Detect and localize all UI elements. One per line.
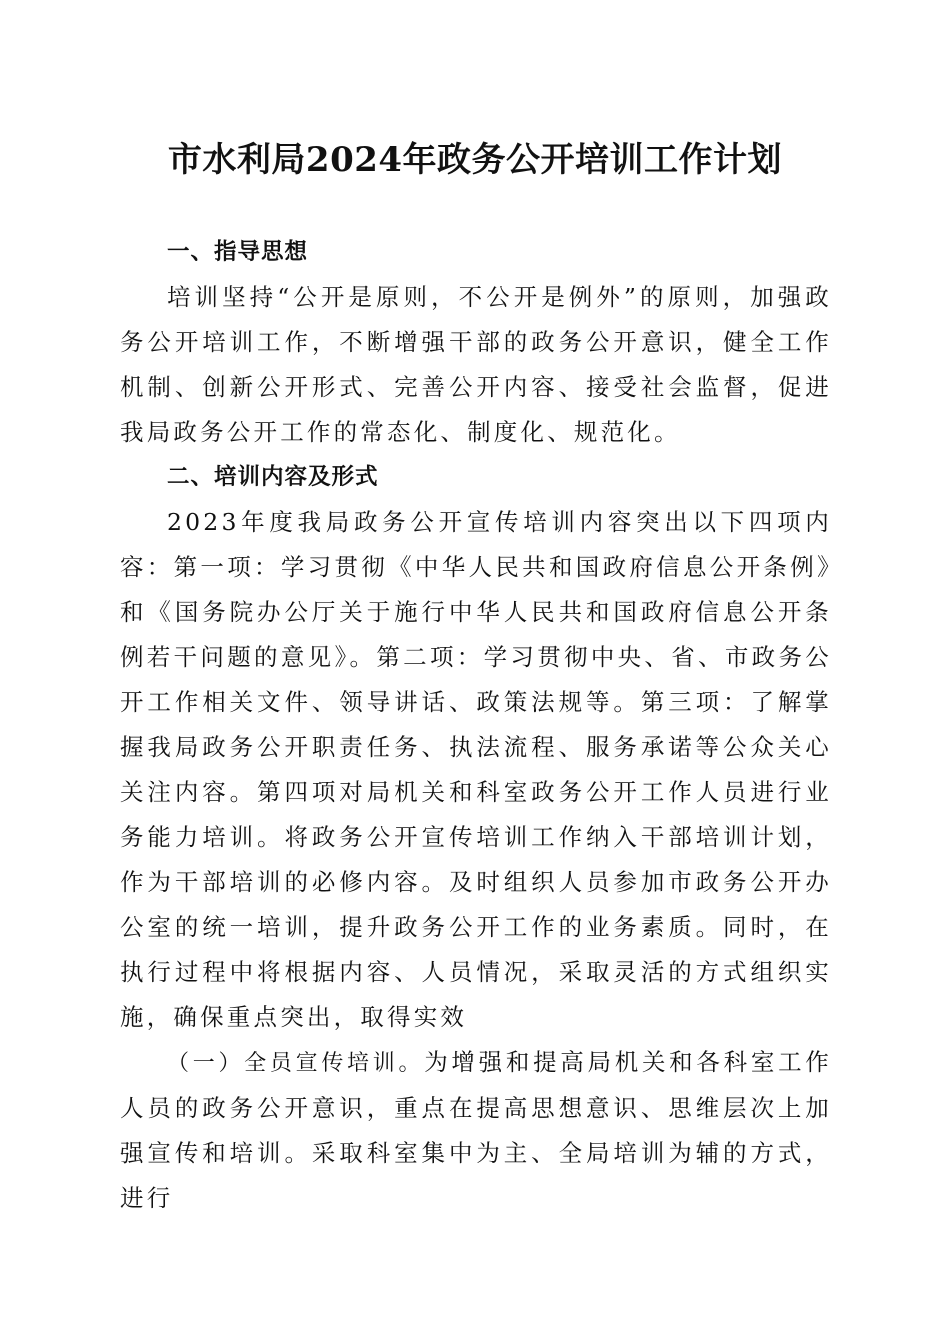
paragraph-guiding-ideology: 培训坚持“公开是原则，不公开是例外”的原则，加强政务公开培训工作，不断增强干部的政务公开意识，健全工作机制、创新公开形式、完善公开内容、接受社会监督，促进我局政务公开工作的常态化、制度化、规范化。 — [120, 283, 832, 446]
subsection-full-staff-training — [120, 1040, 832, 1221]
document-title: 市水利局2024年政务公开培训工作计划 — [167, 140, 783, 180]
subsection-text: 为增强和提高局机关和各科室工作人员的政务公开意识，重点在提高思想意识、思维层次上加强宣传和培训。采取科室集中为主、全局培训为辅的方式，进行 — [120, 1048, 832, 1212]
subsection-label: （一）全员宣传培训。 — [167, 1051, 425, 1076]
document-body — [120, 230, 832, 1221]
paragraph-training-content: 2023年度我局政务公开宣传培训内容突出以下四项内容：第一项：学习贯彻《中华人民共和国政府信息公开条例》和《国务院办公厅关于施行中华人民共和国政府信息公开条例若干问题的意见》。第二项：学习贯彻中央、省、市政务公开工作相关文件、领导讲话、政策法规等。第三项：了解掌握我局政务公开职责任务、执法流程、服务承诺等公众关心关注内容。第四项对局机关和科室政务公开工作人员进行业务能力培训。将政务公开宣传培训工作纳入干部培训计划，作为干部培训的必修内容。及时组织人员参加市政务公开办公室的统一培训，提升政务公开工作的业务素质。同时，在执行过程中将根据内容、人员情况，采取灵活的方式组织实施，确保重点突出，取得实效 — [120, 508, 832, 1031]
section-heading-guiding-ideology: 一、指导思想 — [167, 239, 309, 265]
section-heading-training-content: 二、培训内容及形式 — [167, 464, 379, 490]
